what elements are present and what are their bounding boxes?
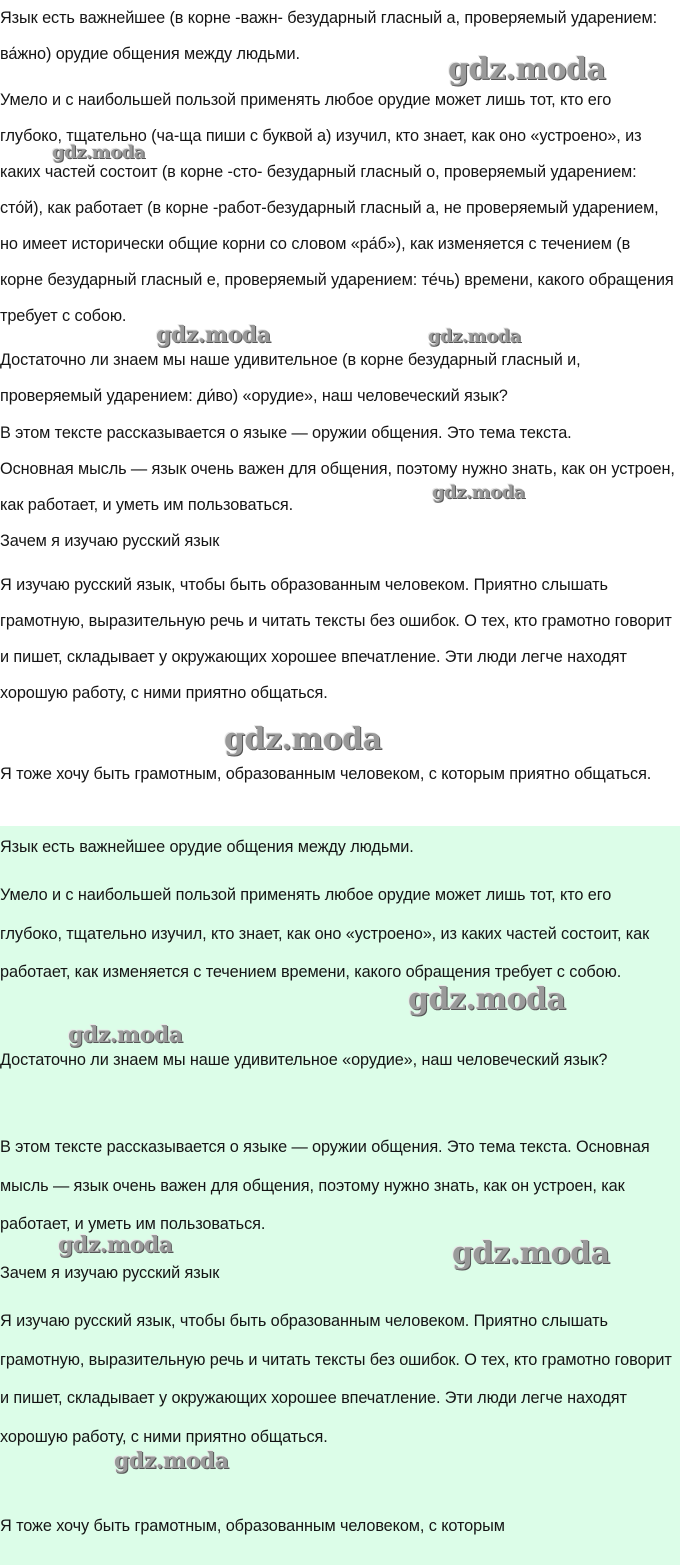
- watermark: gdz.moda: [114, 1448, 229, 1474]
- watermark: gdz.moda: [68, 1022, 183, 1048]
- paragraph-main-idea: Основная мысль — язык очень важен для общения, поэтому нужно знать, как он устроен, как работает, и уметь им пользоваться.: [0, 460, 675, 514]
- watermark: gdz.moda: [58, 1232, 173, 1258]
- paragraph-3: Достаточно ли знаем мы наше удивительное (в корне безударный гласный и, проверяемый ударением: ди́во) «орудие», наш человеческий язык?: [0, 351, 581, 405]
- watermark: gdz.moda: [452, 1236, 610, 1271]
- paragraph-1: Язык есть важнейшее (в корне -важн- безударный гласный а, проверяемый ударением: ва́жно) орудие общения между людьми.: [0, 9, 657, 63]
- watermark: gdz.moda: [428, 326, 521, 347]
- paragraph-2: Умело и с наибольшей пользой применять любое орудие может лишь тот, кто его глубоко, тщательно изучил, кто знает, как оно «устроено», из каких частей состоит, как работает, как изменяется с течением времени, какого обращения требует с собою.: [0, 886, 650, 981]
- essay-title: Зачем я изучаю русский язык: [0, 532, 220, 550]
- watermark: gdz.moda: [224, 722, 382, 757]
- paragraph-topic-main-idea: В этом тексте рассказывается о языке — оружии общения. Это тема текста. Основная мысль — язык очень важен для общения, поэтому нужно знать, как он устроен, как работает, и уметь им пользоваться.: [0, 1138, 650, 1233]
- watermark: gdz.moda: [448, 52, 606, 87]
- watermark: gdz.moda: [432, 482, 525, 503]
- paragraph-1: Язык есть важнейшее орудие общения между людьми.: [0, 838, 414, 856]
- watermark: gdz.moda: [408, 982, 566, 1017]
- paragraph-3: Достаточно ли знаем мы наше удивительное «орудие», наш человеческий язык?: [0, 1051, 608, 1069]
- essay-paragraph-1: Я изучаю русский язык, чтобы быть образованным человеком. Приятно слышать грамотную, выразительную речь и читать тексты без ошибок. О тех, кто грамотно говорит и пишет, складывает у окружающих хорошее впечатление. Эти люди легче находят хорошую работу, с ними приятно общаться.: [0, 576, 672, 702]
- paragraph-2: Умело и с наибольшей пользой применять любое орудие может лишь тот, кто его глубоко, тщательно (ча-ща пиши с буквой а) изучил, кто знает, как оно «устроено», из каких частей состоит (в корне -сто- безударный гласный о, проверяемый ударением: сто́й), как работает (в корне -работ-безударный гласный а, не проверяемый ударением, но имеет исторически общие корни со словом «ра́б»), как изменяется с течением (в корне безударный гласный е, проверяемый ударением: те́чь) времени, какого обращения требует с собою.: [0, 91, 674, 325]
- watermark: gdz.moda: [156, 322, 271, 348]
- essay-paragraph-1: Я изучаю русский язык, чтобы быть образованным человеком. Приятно слышать грамотную, выразительную речь и читать тексты без ошибок. О тех, кто грамотно говорит и пишет, складывает у окружающих хорошее впечатление. Эти люди легче находят хорошую работу, с ними приятно общаться.: [0, 1312, 672, 1446]
- paragraph-topic: В этом тексте рассказывается о языке — оружии общения. Это тема текста.: [0, 424, 572, 442]
- essay-paragraph-2: Я тоже хочу быть грамотным, образованным человеком, с которым: [0, 1517, 505, 1535]
- essay-title: Зачем я изучаю русский язык: [0, 1264, 220, 1282]
- watermark: gdz.moda: [52, 142, 145, 163]
- essay-paragraph-2: Я тоже хочу быть грамотным, образованным человеком, с которым приятно общаться.: [0, 765, 652, 783]
